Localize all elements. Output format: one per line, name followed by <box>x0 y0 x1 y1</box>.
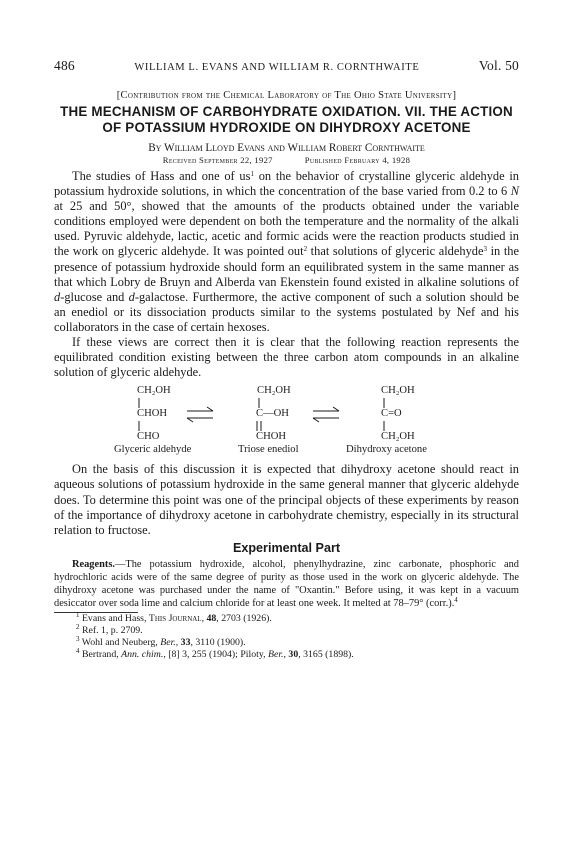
volume-number: Vol. 50 <box>478 58 519 73</box>
caption-dihydroxy-acetone: Dihydroxy acetone <box>346 444 427 456</box>
enediol-top: CH₂OH <box>257 385 291 397</box>
footnote-ref-3[interactable]: 3 <box>483 245 487 254</box>
footnote-2: $^2$ Ref. 1, p. 2709. <box>76 622 143 636</box>
paragraph-reagents: Reagents.—The potassium hydroxide, alcohol, phenylhydrazine, zinc carbonate, phosphoric and hydrochloric acids were of the same degree of purity as those used in the work on glyceric aldehyde. The dihydroxy acetone was purchased under the name of "Oxantin." Before using, it was kept in a vacuum desiccator over soda lime and calcium chloride for at least one week. It melted at 78–79° (corr.).$^4$ <box>54 558 519 609</box>
dihydroxy-bot: CH₂OH <box>381 431 415 443</box>
footnote-ref-2[interactable]: 2 <box>303 245 308 254</box>
enediol-bot: CHOH <box>256 431 287 443</box>
received-date: Received September 22, 1927 <box>162 155 273 165</box>
published-date: Published February 4, 1928 <box>304 155 411 165</box>
contribution-line: [Contribution from the Chemical Laboratory of The Ohio State University] <box>116 90 457 101</box>
byline: By William Lloyd Evans and William Robert Cornthwaite <box>148 142 425 154</box>
paragraph-intro: The studies of Hass and one of $us^1$ on the behavior of crystalline glyceric aldehyde in potassium hydroxide solutions, in which the concentration of the base varied from 0.2 to 6 N at 25 and 50°, showed that the amounts of the products obtained under the variable conditions employed were dependent on both the temperature and the normality of the alkali used. Pyruvic aldehyde, lactic, acetic and formic acids were the reaction products studied in the work on glyceric aldehyde. It was pointed out$^2$ that solutions of glyceric aldehyde$^3$ in the presence of potassium hydroxide should form an equilibrated system in the same manner as that which Lobry de Bruyn and Alberda van Ekenstein found existed in alkaline solutions of d-glucose and d-galactose. Furthermore, the active component of such a solution should be an enediol or its dissociation products similar to the systems postulated by Nef and his collaborators in the case of certain hexoses. <box>54 169 519 334</box>
glyceric-top: CH₂OH <box>137 385 171 397</box>
dates-line <box>54 155 519 165</box>
footnote-4: $^4$ Bertrand, Ann. chim., [8] 3, 255 (1904); Piloty, Ber., 30, 3165 (1898). <box>76 647 354 661</box>
footnote-1: $^1$ Evans and Hass, This Journal, 48, 2703 (1926). <box>76 610 272 624</box>
footnote-ref-1[interactable]: 1 <box>250 170 254 178</box>
glyceric-mid: CHOH <box>137 408 168 420</box>
caption-triose-enediol: Triose enediol <box>238 444 299 456</box>
dihydroxy-top: CH₂OH <box>381 385 415 397</box>
section-heading: Experimental Part <box>232 540 341 555</box>
caption-glyceric-aldehyde: Glyceric aldehyde <box>114 444 192 456</box>
glyceric-bot: CHO <box>137 431 160 443</box>
enediol-mid: C—OH <box>256 408 289 420</box>
article-title: THE MECHANISM OF CARBOHYDRATE OXIDATION. VII. THE ACTION OF POTASSIUM HYDROXIDE ON DIHYDROXY ACETONE <box>60 104 513 135</box>
running-header <box>54 58 519 74</box>
equilibrium-scheme <box>54 383 519 462</box>
footnote-ref-4[interactable]: 4 <box>454 595 458 604</box>
paragraph-equilibrium: If these views are correct then it is clear that the following reaction represents the equilibrated condition existing between the three carbon atom compounds in an alkaline solution of glyceric aldehyde. <box>54 335 519 380</box>
paragraph-expectation: On the basis of this discussion it is expected that dihydroxy acetone should react in aqueous solutions of potassium hydroxide in the same general manner that glyceric aldehyde does. To determine this point was one of the principal objects of these experiments by reason of the importance of dihydroxy acetone in carbohydrate chemistry, especially in its structural relation to fructose. <box>54 462 519 537</box>
page-number: 486 <box>54 58 75 73</box>
footnote-3: $^3$ Wohl and Neuberg, Ber., 33, 3110 (1900). <box>76 635 246 649</box>
running-authors: WILLIAM L. EVANS AND WILLIAM R. CORNTHWAITE <box>134 62 420 73</box>
dihydroxy-mid: C=O <box>381 408 402 420</box>
